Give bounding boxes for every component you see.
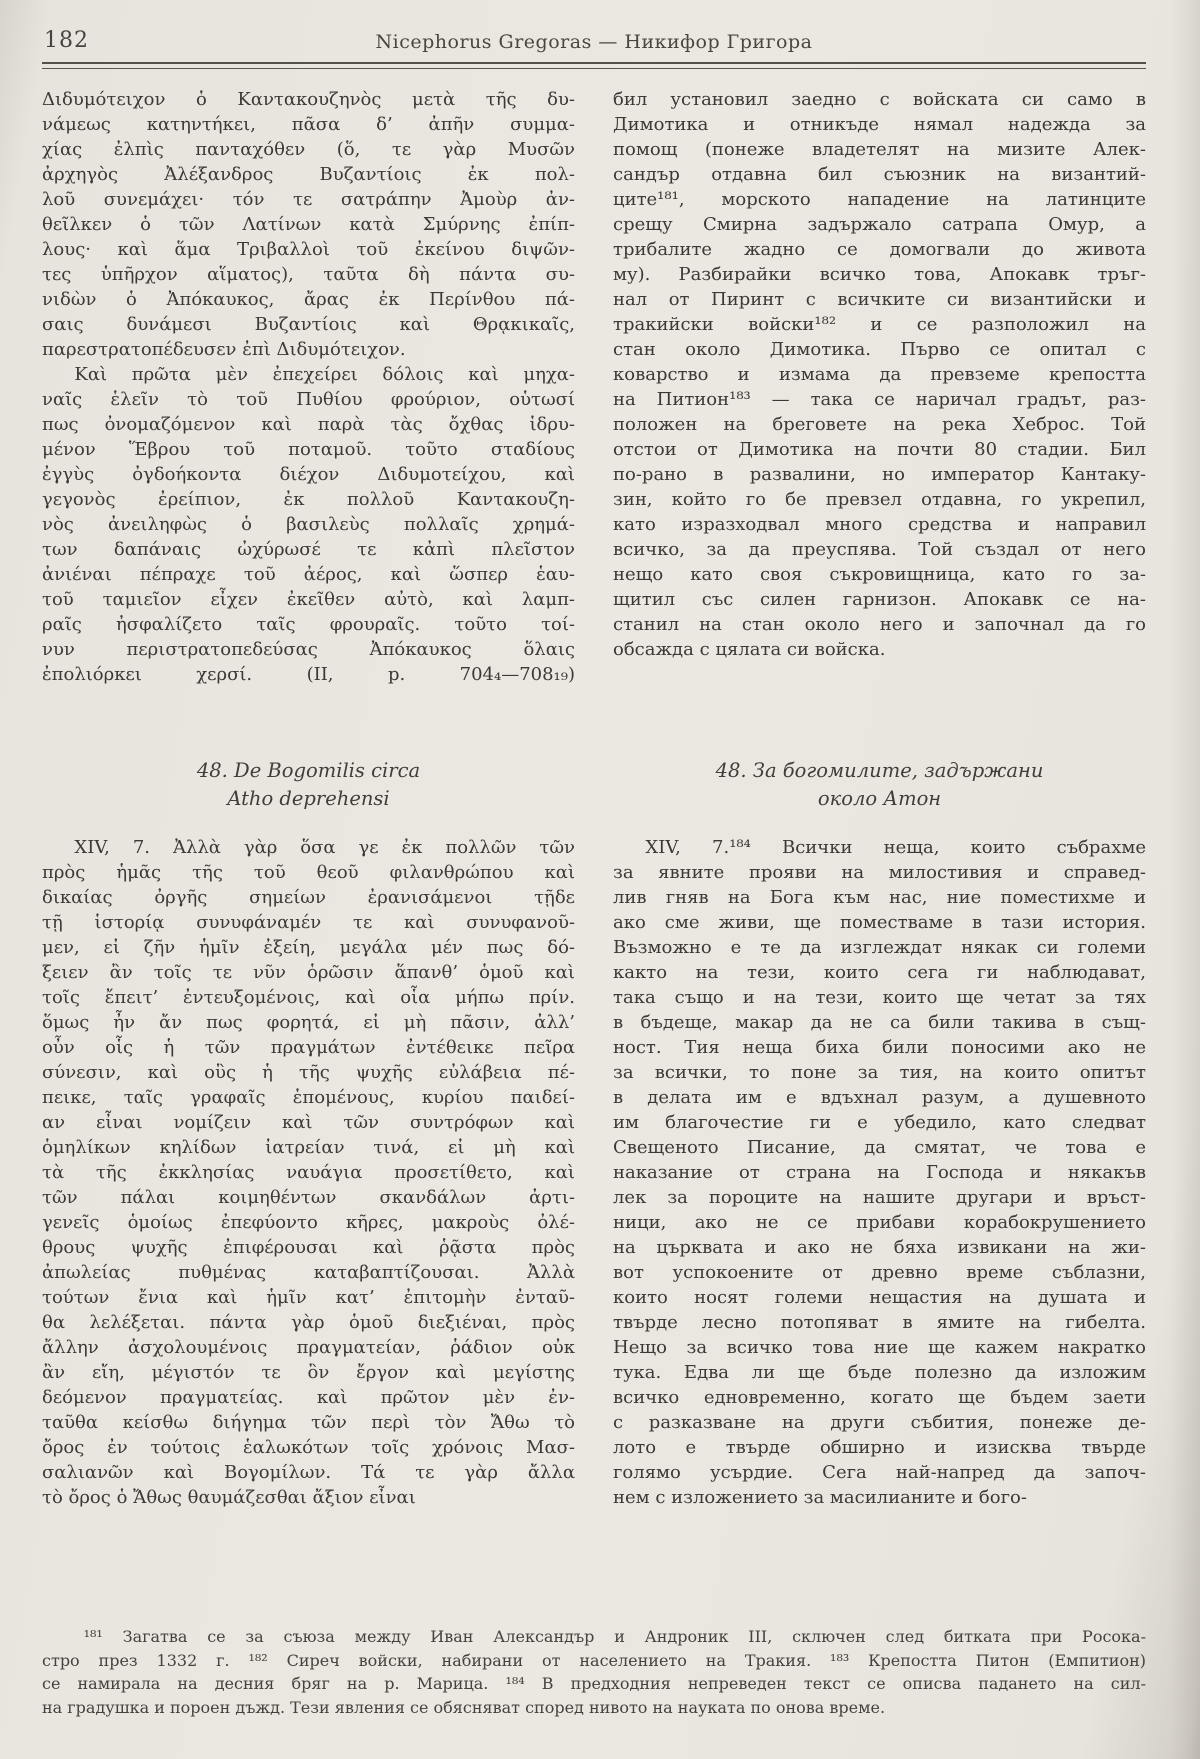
text-line: щитил със силен гарнизон. Апокавк се на- <box>613 589 1146 610</box>
text-line: παρεστρατοπέδευσεν ἐπὶ Διδυμότειχον. <box>42 339 406 360</box>
text-line: τὰ τῆς ἐκκλησίας ναυάγια προσετίθετο, καὶ <box>42 1162 575 1183</box>
text-line: коварство и измама да превземе крепостта <box>613 364 1146 385</box>
text-line: ὁμηλίκων κηλίδων ἰατρείαν τινά, εἰ μὴ καὶ <box>42 1137 575 1158</box>
text-line: Καὶ πρῶτα μὲν ἐπεχείρει δόλοις καὶ μηχα- <box>74 364 575 385</box>
text-line: τῇ ἱστορίᾳ συνυφάναμέν τε καὶ συνυφανοῦ- <box>42 912 575 933</box>
greek-paragraph-3 <box>42 835 575 1510</box>
greek-source-column <box>42 87 575 1510</box>
text-line: XIV, 7.¹⁸⁴ Всички неща, които събрахме <box>645 837 1146 858</box>
text-line: ¹⁸¹ Загатва се за съюза между Иван Александър и Андроник III, сключен след битката при Росока- <box>83 1627 1146 1646</box>
text-line: τες ὑπῆρχον αἵματος), ταῦτα δὴ πάντα συ- <box>42 264 575 285</box>
text-line: ἐπολιόρκει χερσί. (II, p. 704₄—708₁₉) <box>42 664 575 685</box>
text-line: πρὸς ἡμᾶς τῆς τοῦ θεοῦ φιλανθρώπου καὶ <box>42 862 575 883</box>
text-line: наказание от страна на Господа и някакъв <box>613 1162 1146 1183</box>
text-line: лото е твърде обширно и изисква твърде <box>613 1437 1146 1458</box>
text-line: ραῖς ἠσφαλίζετο ταῖς φρουραῖς. τοῦτο τοί- <box>42 614 575 635</box>
text-line: Διδυμότειχον ὁ Καντακουζηνὸς μετὰ τῆς δυ- <box>42 89 575 110</box>
text-line: нещо като своя съкровищница, като го за- <box>613 564 1146 585</box>
greek-paragraph-2 <box>42 362 575 687</box>
text-line: за явните прояви на милостивия и справед- <box>613 862 1146 883</box>
text-line: μεν, εἰ ζῆν ἡμῖν ἐξείη, μεγάλα μέν πως δό- <box>42 937 575 958</box>
text-line: за всички, то поне за тия, на които опитът <box>613 1062 1146 1083</box>
text-line: положен на бреговете на река Хеброс. Той <box>613 414 1146 435</box>
header-double-rule <box>42 62 1146 69</box>
text-line: πεικε, ταῖς γραφαῖς ἑπομένους, κυρίου παιδεί- <box>42 1087 575 1108</box>
text-line: на градушка и пороен дъжд. Тези явления се обясняват според нивото на науката по онова време. <box>42 1697 886 1717</box>
text-line: ξειεν ἂν τοῖς τε νῦν ὁρῶσιν ἅπανθ’ ὁμοῦ καὶ <box>42 962 575 983</box>
text-line: νὸς ἀνειληφὼς ὁ βασιλεὺς πολλαῖς χρημά- <box>42 514 575 535</box>
text-line: ναῖς ἑλεῖν τὸ τοῦ Πυθίου φρούριον, οὑτωσί <box>42 389 575 410</box>
text-line: станил на стан около него и започнал да го <box>613 614 1146 635</box>
text-line: ἄλλην ἀσχολουμένοις πραγματείαν, ῥάδιον οὐκ <box>42 1337 575 1358</box>
text-line: τοῖς ἔπειτ’ ἐντευξομένοις, καὶ οἷα μήπω πρίν. <box>42 987 575 1008</box>
text-line: му). Разбирайки всичко това, Апокавк тръг- <box>613 264 1146 285</box>
text-line: XIV, 7. Ἀλλὰ γὰρ ὅσα γε ἐκ πολλῶν τῶν <box>74 837 575 858</box>
text-line: нем с изложението за масилианите и бого- <box>613 1487 1027 1508</box>
text-line: както на тези, които сега ги наблюдават, <box>613 962 1146 983</box>
text-line: ἀρχηγὸς Ἀλέξανδρος Βυζαντίοις ἐκ πολ- <box>42 164 575 185</box>
text-line: обсажда с цялата си войска. <box>613 639 886 660</box>
text-line: срещу Смирна задържало сатрапа Омур, а <box>613 214 1146 235</box>
text-line: νιδὼν ὁ Ἀπόκαυκος, ἄρας ἐκ Περίνθου πά- <box>42 289 575 310</box>
text-line: на Питион¹⁸³ — така се наричал градът, раз- <box>613 389 1146 410</box>
text-line: голямо усърдие. Сега най-напред да започ- <box>613 1462 1146 1483</box>
text-line: γεγονὸς ἐρείπιον, ἐκ πολλοῦ Καντακουζη- <box>42 489 575 510</box>
page-number: 182 <box>44 28 89 53</box>
section-heading-bulgarian <box>613 757 1146 813</box>
text-line: τούτων ἔνια καὶ ἡμῖν κατ’ ἐπιτομὴν ἐνταῦ- <box>42 1287 575 1308</box>
section-heading-bulgarian-line-2: около Атон <box>817 787 942 810</box>
text-line: νάμεως κατηντήκει, πᾶσα δ’ ἀπῆν συμμα- <box>42 114 575 135</box>
text-line: Свещеното Писание, да смятат, че това е <box>613 1137 1146 1158</box>
text-line: така също и на тези, които ще четат за тях <box>613 987 1146 1008</box>
page-header <box>42 26 1146 60</box>
text-line: ἀνιέναι πέπραχε τοῦ ἀέρος, καὶ ὥσπερ ἑαυ- <box>42 564 575 585</box>
text-line: χίας ἐλπὶς πανταχόθεν (ὅ, τε γὰρ Μυσῶν <box>42 139 575 160</box>
text-line: τῶν πάλαι κοιμηθέντων σκανδάλων ἀρτι- <box>42 1187 575 1208</box>
footnotes-block <box>42 1625 1146 1719</box>
text-line: всичко, за да преуспява. Той създал от него <box>613 539 1146 560</box>
text-line: ници, ако не се прибави корабокрушението <box>613 1212 1146 1233</box>
section-heading-bulgarian-line-1: 48. За богомилите, задържани <box>715 759 1044 782</box>
section-heading-latin <box>42 757 575 813</box>
text-line: γενεῖς ὁμοίως ἐπεφύοντο κῆρες, μακροὺς ὀλέ- <box>42 1212 575 1233</box>
text-line: всичко едновременно, когато ще бъдем заети <box>613 1387 1146 1408</box>
text-line: ците¹⁸¹, морското нападение на латинците <box>613 189 1146 210</box>
text-line: δεόμενον πραγματείας. καὶ πρῶτον μὲν ἐν- <box>42 1387 575 1408</box>
two-column-text-block <box>42 87 1146 1510</box>
text-line: τὸ ὄρος ὁ Ἄθως θαυμάζεσθαι ἄξιον εἶναι <box>42 1487 416 1508</box>
bulgarian-paragraph-2 <box>613 835 1146 1510</box>
text-line: θα λελέξεται. πάντα γὰρ ὁμοῦ διεξιέναι, πρὸς <box>42 1312 575 1333</box>
text-line: бил установил заедно с войската си само в <box>613 89 1146 110</box>
text-line: ἐγγὺς ὀγδοήκοντα διέχον Διδυμοτείχου, καὶ <box>42 464 575 485</box>
text-line: лек за пороците на нашите другари и връст- <box>613 1187 1146 1208</box>
text-line: ἂν εἴη, μέγιστόν τε ὂν ἔργον καὶ μεγίστης <box>42 1362 575 1383</box>
text-line: помощ (понеже владетелят на мизите Алек- <box>613 139 1146 160</box>
text-line: им благочестие ги е убедило, като следват <box>613 1112 1146 1133</box>
section-heading-latin-line-1: 48. De Bogomilis circa <box>196 759 421 782</box>
text-line: по-рано в развалини, но император Кантаку- <box>613 464 1146 485</box>
text-line: νυν περιστρατοπεδεύσας Ἀπόκαυκος ὅλαις <box>42 639 575 660</box>
text-line: в делата им е вдъхнал разум, а душевното <box>613 1087 1146 1108</box>
text-line: твърде лесно потопяват в ямите на гибелта. <box>613 1312 1146 1333</box>
text-line: се намирала на десния бряг на р. Марица. ¹⁸⁴ В предходния непреведен текст се описва падането на сил- <box>42 1674 1146 1693</box>
text-line: в бъдеще, макар да не са били такива в същ- <box>613 1012 1146 1033</box>
text-line: тракийски войски¹⁸² и се разположил на <box>613 314 1146 335</box>
text-line: стан около Димотика. Първо се опитал с <box>613 339 1146 360</box>
text-line: λους· καὶ ἅμα Τριβαλλοὶ τοῦ ἐκείνου διψῶν- <box>42 239 575 260</box>
text-line: δικαίας ὀργῆς σημείων ἐρανισάμενοι τῇδε <box>42 887 575 908</box>
text-line: λοῦ συνεμάχει· τόν τε σατράπην Ἀμοὺρ ἀν- <box>42 189 575 210</box>
text-line: ἀπωλείας πυθμένας καταβαπτίζουσαι. Ἀλλὰ <box>42 1262 575 1283</box>
text-line: τοῦ ταμιεῖον εἶχεν ἐκεῖθεν αὐτὸ, καὶ λαμπ- <box>42 589 575 610</box>
bulgarian-translation-column <box>613 87 1146 1510</box>
text-line: ност. Тия неща биха били поносими ако не <box>613 1037 1146 1058</box>
text-line: σύνεσιν, καὶ οὓς ἡ τῆς ψυχῆς εὐλάβεια πέ- <box>42 1062 575 1083</box>
text-line: които носят големи нещастия на душата и <box>613 1287 1146 1308</box>
text-line: αν εἶναι νομίζειν καὶ τῶν συντρόφων καὶ <box>42 1112 575 1133</box>
text-line: Възможно е те да изглеждат някак си големи <box>613 937 1146 958</box>
text-line: нал от Пиринт с всичките си византийски и <box>613 289 1146 310</box>
text-line: θρους ψυχῆς ἐπιφέρουσαι καὶ ῥᾷστα πρὸς <box>42 1237 575 1258</box>
bulgarian-paragraph-1 <box>613 87 1146 662</box>
text-line: лив гняв на Бога към нас, ние поместихме и <box>613 887 1146 908</box>
text-line: сандър отдавна бил съюзник на византий- <box>613 164 1146 185</box>
text-line: ако сме живи, ще поместваме в тази история. <box>613 912 1146 933</box>
text-line: с разказване на други събития, понеже де- <box>613 1412 1146 1433</box>
running-head-title: Nicephorus Gregoras — Никифор Григора <box>375 31 813 53</box>
text-line: Димотика и отникъде нямал надежда за <box>613 114 1146 135</box>
greek-paragraph-1 <box>42 87 575 362</box>
text-line: μένον Ἕβρου τοῦ ποταμοῦ. τοῦτο σταδίους <box>42 439 575 460</box>
text-line: των δαπάναις ὠχύρωσέ τε κἀπὶ πλεῖστον <box>42 539 575 560</box>
text-line: на църквата и ако не бяха извикани на жи- <box>613 1237 1146 1258</box>
text-line: σαις δυνάμεσι Βυζαντίοις καὶ Θρᾳκικαῖς, <box>42 314 575 335</box>
text-line: зин, който го бе превзел отдавна, го укрепил, <box>613 489 1146 510</box>
text-line: ὅμως ἦν ἄν πως φορητά, εἰ μὴ πᾶσιν, ἀλλ’ <box>42 1012 575 1033</box>
text-line: отстои от Димотика на почти 80 стадии. Бил <box>613 439 1146 460</box>
text-line: стро през 1332 г. ¹⁸² Сиреч войски, набирани от населението на Тракия. ¹⁸³ Крепостта Питон (Емпитион) <box>42 1650 1146 1670</box>
text-line: Нещо за всичко това ние ще кажем накратко <box>613 1337 1146 1358</box>
text-line: οὖν οἷς ἡ τῶν πραγμάτων ἐντέθεικε πεῖρα <box>42 1037 575 1058</box>
text-line: вот успокоените от древно време съблазни, <box>613 1262 1146 1283</box>
text-line: тука. Едва ли ще бъде полезно да изложим <box>613 1362 1146 1383</box>
text-line: трибалите жадно се домогвали до живота <box>613 239 1146 260</box>
text-line: σαλιανῶν καὶ Βογομίλων. Τά τε γὰρ ἄλλα <box>42 1462 575 1483</box>
text-line: ὄρος ἐν τούτοις ἑαλωκότων τοῖς χρόνοις Μασ- <box>42 1437 575 1458</box>
text-line: ταῦθα κείσθω διήγημα τῶν περὶ τὸν Ἄθω τὸ <box>42 1412 575 1433</box>
text-line: πως ὀνομαζόμενον καὶ παρὰ τὰς ὄχθας ἱδρυ- <box>42 414 575 435</box>
text-line: като изразходвал много средства и направил <box>613 514 1146 535</box>
section-heading-latin-line-2: Atho deprehensi <box>227 787 390 810</box>
text-line: θεῖλκεν ὁ τῶν Λατίνων κατὰ Σμύρνης ἐπίπ- <box>42 214 575 235</box>
